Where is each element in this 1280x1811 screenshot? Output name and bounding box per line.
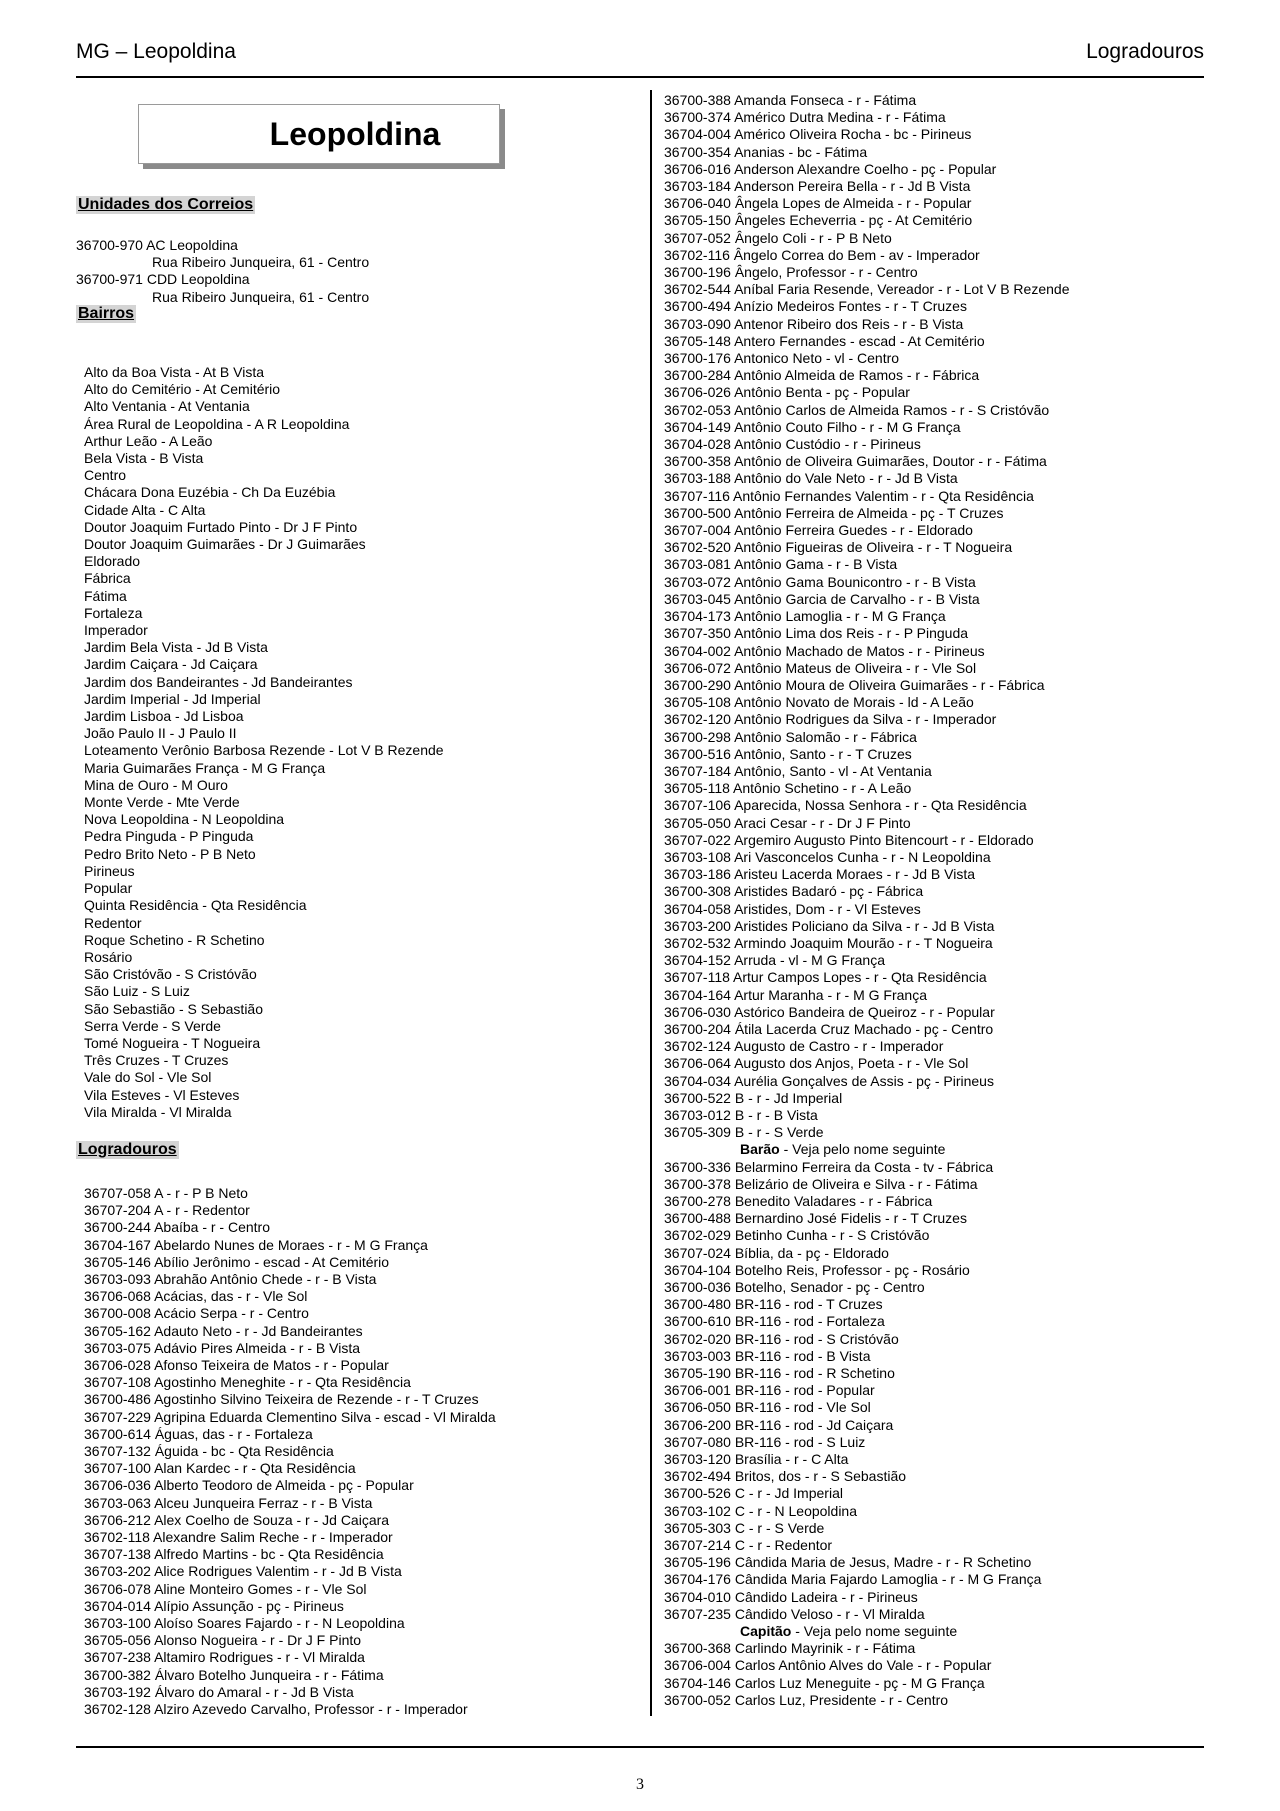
logradouro-item: 36700-388 Amanda Fonseca - r - Fátima <box>664 92 917 108</box>
logradouro-item: 36700-522 B - r - Jd Imperial <box>664 1089 843 1106</box>
logradouro-item: 36706-064 Augusto dos Anjos, Poeta - r - Vle Sol <box>664 1055 969 1072</box>
logradouros-heading: Logradouros <box>78 1141 177 1158</box>
logradouros-right-list-b <box>664 1159 1224 1623</box>
logradouro-item: 36700-494 Anízio Medeiros Fontes - r - T Cruzes <box>664 298 967 315</box>
logradouro-item: 36700-354 Ananias - bc - Fátima <box>664 143 868 160</box>
bairro-item: Fortaleza <box>84 604 143 621</box>
bairro-item: Rosário <box>84 948 133 965</box>
logradouro-item: 36707-052 Ângelo Coli - r - P B Neto <box>664 229 892 246</box>
logradouro-item: 36703-045 Antônio Garcia de Carvalho - r - B Vista <box>664 590 980 607</box>
logradouro-item: 36702-116 Ângelo Correa do Bem - av - Imperador <box>664 246 980 263</box>
bairro-item: Loteamento Verônio Barbosa Rezende - Lot V B Rezende <box>84 742 444 759</box>
logradouro-item: 36700-378 Belizário de Oliveira e Silva - r - Fátima <box>664 1175 978 1192</box>
logradouro-item: 36702-124 Augusto de Castro - r - Imperador <box>664 1038 944 1055</box>
logradouro-item: 36706-072 Antônio Mateus de Oliveira - r - Vle Sol <box>664 659 977 676</box>
bairro-item: Doutor Joaquim Furtado Pinto - Dr J F Pinto <box>84 518 358 535</box>
logradouro-item: 36706-200 BR-116 - rod - Jd Caiçara <box>664 1416 894 1433</box>
note-capitao <box>664 1623 1224 1640</box>
logradouro-item: 36700-526 C - r - Jd Imperial <box>664 1485 843 1502</box>
logradouro-item: 36705-309 B - r - S Verde <box>664 1124 824 1141</box>
bairro-item: Arthur Leão - A Leão <box>84 432 213 449</box>
logradouro-item: 36706-028 Afonso Teixeira de Matos - r - Popular <box>84 1357 389 1374</box>
logradouro-item: 36700-382 Álvaro Botelho Junqueira - r - Fátima <box>84 1666 384 1683</box>
header-left: MG – Leopoldina <box>76 40 236 63</box>
logradouro-item: 36707-022 Argemiro Augusto Pinto Bitencourt - r - Eldorado <box>664 831 1034 848</box>
logradouro-item: 36704-167 Abelardo Nunes de Moraes - r - M G França <box>84 1236 428 1253</box>
logradouro-item: 36702-020 BR-116 - rod - S Cristóvão <box>664 1330 899 1347</box>
logradouro-item: 36703-075 Adávio Pires Almeida - r - B Vista <box>84 1339 361 1356</box>
logradouro-item: 36705-146 Abílio Jerônimo - escad - At Cemitério <box>84 1253 390 1270</box>
logradouro-item: 36700-298 Antônio Salomão - r - Fábrica <box>664 728 917 745</box>
logradouro-item: 36704-004 Américo Oliveira Rocha - bc - Pirineus <box>664 126 972 143</box>
bairro-item: Alto do Cemitério - At Cemitério <box>84 381 281 398</box>
logradouro-item: 36707-214 C - r - Redentor <box>664 1537 833 1554</box>
logradouro-item: 36700-176 Antonico Neto - vl - Centro <box>664 350 900 367</box>
logradouro-item: 36703-202 Alice Rodrigues Valentim - r - Jd B Vista <box>84 1563 402 1580</box>
logradouro-item: 36706-068 Acácias, das - r - Vle Sol <box>84 1288 308 1305</box>
logradouro-item: 36702-118 Alexandre Salim Reche - r - Imperador <box>84 1529 393 1546</box>
correios-unit-address: Rua Ribeiro Junqueira, 61 - Centro <box>152 288 370 305</box>
correios-heading: Unidades dos Correios <box>78 196 254 213</box>
logradouro-item: 36704-149 Antônio Couto Filho - r - M G França <box>664 418 961 435</box>
logradouro-item: 36705-050 Araci Cesar - r - Dr J F Pinto <box>664 814 911 831</box>
logradouro-item: 36704-173 Antônio Lamoglia - r - M G França <box>664 608 946 625</box>
logradouro-item: 36703-012 B - r - B Vista <box>664 1106 818 1123</box>
bairro-item: Vila Esteves - Vl Esteves <box>84 1086 240 1103</box>
logradouro-item: 36703-188 Antônio do Vale Neto - r - Jd B Vista <box>664 470 958 487</box>
logradouro-item: 36700-036 Botelho, Senador - pç - Centro <box>664 1279 925 1296</box>
bairro-item: Popular <box>84 880 133 897</box>
logradouro-item: 36707-138 Alfredo Martins - bc - Qta Residência <box>84 1546 384 1563</box>
bairro-item: Pedro Brito Neto - P B Neto <box>84 845 256 862</box>
bairro-item: São Cristóvão - S Cristóvão <box>84 966 257 983</box>
logradouro-item: 36700-196 Ângelo, Professor - r - Centro <box>664 264 918 281</box>
bairro-item: Cidade Alta - C Alta <box>84 501 206 518</box>
bairro-item: Redentor <box>84 914 142 931</box>
note-barao <box>664 1141 1224 1158</box>
logradouro-item: 36703-063 Alceu Junqueira Ferraz - r - B Vista <box>84 1494 373 1511</box>
bairro-item: Maria Guimarães França - M G França <box>84 759 326 776</box>
note-barao-text: - Veja pelo nome seguinte <box>779 1141 946 1158</box>
logradouro-item: 36700-480 BR-116 - rod - T Cruzes <box>664 1296 883 1313</box>
logradouro-item: 36707-184 Antônio, Santo - vl - At Ventania <box>664 762 932 779</box>
logradouro-item: 36705-148 Antero Fernandes - escad - At Cemitério <box>664 332 985 349</box>
right-column <box>664 92 1224 1709</box>
logradouro-item: 36704-058 Aristides, Dom - r - Vl Esteves <box>664 900 921 917</box>
logradouro-item: 36704-002 Antônio Machado de Matos - r - Pirineus <box>664 642 985 659</box>
logradouro-item: 36703-184 Anderson Pereira Bella - r - Jd B Vista <box>664 178 971 195</box>
bairro-item: Monte Verde - Mte Verde <box>84 794 240 811</box>
logradouro-item: 36703-108 Ari Vasconcelos Cunha - r - N Leopoldina <box>664 848 991 865</box>
logradouro-item: 36703-090 Antenor Ribeiro dos Reis - r - B Vista <box>664 315 964 332</box>
logradouro-item: 36702-494 Britos, dos - r - S Sebastião <box>664 1468 907 1485</box>
logradouro-item: 36707-106 Aparecida, Nossa Senhora - r - Qta Residência <box>664 797 1027 814</box>
logradouro-item: 36707-100 Alan Kardec - r - Qta Residência <box>84 1460 356 1477</box>
logradouro-item: 36706-001 BR-116 - rod - Popular <box>664 1382 875 1399</box>
logradouro-item: 36705-303 C - r - S Verde <box>664 1519 825 1536</box>
logradouros-left-list <box>76 1185 644 1718</box>
logradouro-item: 36705-190 BR-116 - rod - R Schetino <box>664 1365 895 1382</box>
logradouro-item: 36706-212 Alex Coelho de Souza - r - Jd Caiçara <box>84 1511 390 1528</box>
logradouro-item: 36702-520 Antônio Figueiras de Oliveira - r - T Nogueira <box>664 539 1013 556</box>
bairro-item: Serra Verde - S Verde <box>84 1017 221 1034</box>
bairro-item: Imperador <box>84 622 148 639</box>
logradouro-item: 36700-358 Antônio de Oliveira Guimarães, Doutor - r - Fátima <box>664 453 1047 470</box>
bairro-item: Jardim Lisboa - Jd Lisboa <box>84 708 244 725</box>
logradouro-item: 36706-040 Ângela Lopes de Almeida - r - Popular <box>664 195 972 212</box>
logradouro-item: 36702-029 Betinho Cunha - r - S Cristóvão <box>664 1227 930 1244</box>
logradouro-item: 36704-034 Aurélia Gonçalves de Assis - pç - Pirineus <box>664 1072 994 1089</box>
logradouro-item: 36704-176 Cândida Maria Fajardo Lamoglia - r - M G França <box>664 1571 1042 1588</box>
logradouro-item: 36703-093 Abrahão Antônio Chede - r - B Vista <box>84 1271 377 1288</box>
logradouro-item: 36700-610 BR-116 - rod - Fortaleza <box>664 1313 885 1330</box>
logradouro-item: 36707-132 Águida - bc - Qta Residência <box>84 1443 334 1460</box>
bairro-item: Eldorado <box>84 553 141 570</box>
bairro-item: Chácara Dona Euzébia - Ch Da Euzébia <box>84 484 336 501</box>
logradouro-item: 36700-008 Acácio Serpa - r - Centro <box>84 1305 309 1322</box>
logradouro-item: 36704-146 Carlos Luz Meneguite - pç - M G França <box>664 1674 985 1691</box>
logradouro-item: 36707-118 Artur Campos Lopes - r - Qta Residência <box>664 969 987 986</box>
logradouro-item: 36707-058 A - r - P B Neto <box>84 1185 248 1201</box>
logradouro-item: 36700-614 Águas, das - r - Fortaleza <box>84 1425 313 1442</box>
logradouro-item: 36703-100 Aloíso Soares Fajardo - r - N Leopoldina <box>84 1615 405 1632</box>
header-right: Logradouros <box>1086 40 1204 63</box>
logradouro-item: 36704-028 Antônio Custódio - r - Pirineus <box>664 436 921 453</box>
bairro-item: Jardim dos Bandeirantes - Jd Bandeirantes <box>84 673 353 690</box>
note-capitao-bold: Capitão <box>740 1623 792 1640</box>
logradouro-item: 36706-016 Anderson Alexandre Coelho - pç - Popular <box>664 160 997 177</box>
logradouro-item: 36700-278 Benedito Valadares - r - Fábrica <box>664 1193 933 1209</box>
logradouro-item: 36707-004 Antônio Ferreira Guedes - r - Eldorado <box>664 522 973 539</box>
bairro-item: Vale do Sol - Vle Sol <box>84 1069 212 1086</box>
bairros-list <box>76 364 644 1121</box>
logradouro-item: 36700-204 Átila Lacerda Cruz Machado - pç - Centro <box>664 1020 994 1037</box>
logradouro-item: 36703-102 C - r - N Leopoldina <box>664 1502 858 1519</box>
logradouro-item: 36705-162 Adauto Neto - r - Jd Bandeirantes <box>84 1322 363 1339</box>
logradouro-item: 36707-080 BR-116 - rod - S Luiz <box>664 1433 866 1450</box>
bairro-item: Alto da Boa Vista - At B Vista <box>84 364 265 380</box>
bairro-item: Roque Schetino - R Schetino <box>84 931 265 948</box>
logradouro-item: 36705-118 Antônio Schetino - r - A Leão <box>664 780 912 797</box>
bairro-item: Pedra Pinguda - P Pinguda <box>84 828 254 845</box>
logradouro-item: 36704-014 Alípio Assunção - pç - Pirineus <box>84 1597 344 1614</box>
logradouro-item: 36707-116 Antônio Fernandes Valentim - r - Qta Residência <box>664 487 1034 504</box>
bairro-item: Fátima <box>84 587 127 604</box>
bairro-item: São Luiz - S Luiz <box>84 983 190 1000</box>
logradouro-item: 36707-238 Altamiro Rodrigues - r - Vl Miralda <box>84 1649 365 1666</box>
logradouro-item: 36702-532 Armindo Joaquim Mourão - r - T Nogueira <box>664 934 993 951</box>
logradouro-item: 36704-104 Botelho Reis, Professor - pç - Rosário <box>664 1261 970 1278</box>
logradouro-item: 36704-164 Artur Maranha - r - M G França <box>664 986 927 1003</box>
bairro-item: Bela Vista - B Vista <box>84 450 204 467</box>
logradouro-item: 36700-308 Aristides Badaró - pç - Fábrica <box>664 883 924 900</box>
logradouro-item: 36706-030 Astórico Bandeira de Queiroz - r - Popular <box>664 1003 995 1020</box>
logradouro-item: 36702-128 Alziro Azevedo Carvalho, Professor - r - Imperador <box>84 1701 468 1718</box>
note-capitao-text: - Veja pelo nome seguinte <box>791 1623 958 1640</box>
logradouro-item: 36700-368 Carlindo Mayrinik - r - Fátima <box>664 1640 916 1657</box>
bairro-item: Tomé Nogueira - T Nogueira <box>84 1034 261 1051</box>
logradouro-item: 36707-108 Agostinho Meneghite - r - Qta Residência <box>84 1374 411 1391</box>
page-title: Leopoldina <box>269 115 441 152</box>
logradouro-item: 36707-024 Bíblia, da - pç - Eldorado <box>664 1244 889 1261</box>
correios-unit-code: 36700-971 CDD Leopoldina <box>76 271 250 288</box>
footer-rule <box>76 1746 1204 1748</box>
logradouro-item: 36700-488 Bernardino José Fidelis - r - T Cruzes <box>664 1210 967 1227</box>
logradouro-item: 36702-120 Antônio Rodrigues da Silva - r - Imperador <box>664 711 997 728</box>
logradouro-item: 36703-081 Antônio Gama - r - B Vista <box>664 556 898 573</box>
logradouro-item: 36706-036 Alberto Teodoro de Almeida - pç - Popular <box>84 1477 414 1494</box>
bairro-item: Jardim Caiçara - Jd Caiçara <box>84 656 258 673</box>
logradouro-item: 36700-516 Antônio, Santo - r - T Cruzes <box>664 745 912 762</box>
bairro-item: Pirineus <box>84 862 135 879</box>
logradouro-item: 36702-544 Aníbal Faria Resende, Vereador - r - Lot V B Rezende <box>664 281 1070 298</box>
logradouro-item: 36704-010 Cândido Ladeira - r - Pirineus <box>664 1588 918 1605</box>
logradouro-item: 36702-053 Antônio Carlos de Almeida Ramos - r - S Cristóvão <box>664 401 1050 418</box>
logradouro-item: 36706-050 BR-116 - rod - Vle Sol <box>664 1399 871 1416</box>
logradouro-item: 36707-350 Antônio Lima dos Reis - r - P Pinguda <box>664 625 969 642</box>
bairro-item: Jardim Bela Vista - Jd B Vista <box>84 639 268 656</box>
logradouro-item: 36703-200 Aristides Policiano da Silva - r - Jd B Vista <box>664 917 995 934</box>
logradouro-item: 36700-374 Américo Dutra Medina - r - Fátima <box>664 109 946 126</box>
logradouro-item: 36705-108 Antônio Novato de Morais - ld - A Leão <box>664 694 974 711</box>
logradouro-item: 36706-026 Antônio Benta - pç - Popular <box>664 384 910 401</box>
logradouro-item: 36700-500 Antônio Ferreira de Almeida - pç - T Cruzes <box>664 504 1004 521</box>
bairro-item: Jardim Imperial - Jd Imperial <box>84 690 261 707</box>
logradouro-item: 36703-120 Brasília - r - C Alta <box>664 1451 849 1468</box>
logradouro-item: 36703-192 Álvaro do Amaral - r - Jd B Vista <box>84 1683 354 1700</box>
logradouro-item: 36704-152 Arruda - vl - M G França <box>664 952 885 969</box>
bairro-item: João Paulo II - J Paulo II <box>84 725 237 742</box>
logradouros-right-list-a <box>664 92 1224 1141</box>
correios-list <box>76 237 636 306</box>
logradouro-item: 36705-150 Ângeles Echeverria - pç - At Cemitério <box>664 212 973 229</box>
page-header <box>76 28 1204 78</box>
bairro-item: Quinta Residência - Qta Residência <box>84 897 307 914</box>
logradouro-item: 36700-244 Abaíba - r - Centro <box>84 1219 271 1236</box>
page-number: 3 <box>636 1776 644 1793</box>
title-box <box>138 104 500 164</box>
logradouro-item: 36705-196 Cândida Maria de Jesus, Madre - r - R Schetino <box>664 1554 1032 1571</box>
bairro-item: Nova Leopoldina - N Leopoldina <box>84 811 285 828</box>
bairro-item: Área Rural de Leopoldina - A R Leopoldina <box>84 415 350 432</box>
logradouro-item: 36703-072 Antônio Gama Bounicontro - r - B Vista <box>664 573 976 590</box>
bairro-item: Três Cruzes - T Cruzes <box>84 1052 229 1069</box>
bairro-item: Mina de Ouro - M Ouro <box>84 776 228 793</box>
bairro-item: São Sebastião - S Sebastião <box>84 1000 264 1017</box>
logradouro-item: 36700-336 Belarmino Ferreira da Costa - tv - Fábrica <box>664 1158 994 1175</box>
correios-unit-address: Rua Ribeiro Junqueira, 61 - Centro <box>152 254 370 271</box>
logradouro-item: 36707-229 Agripina Eduarda Clementino Silva - escad - Vl Miralda <box>84 1408 496 1425</box>
logradouro-item: 36700-486 Agostinho Silvino Teixeira de Rezende - r - T Cruzes <box>84 1391 479 1408</box>
bairro-item: Alto Ventania - At Ventania <box>84 398 250 415</box>
logradouro-item: 36703-003 BR-116 - rod - B Vista <box>664 1347 871 1364</box>
bairro-item: Doutor Joaquim Guimarães - Dr J Guimarães <box>84 536 366 553</box>
logradouro-item: 36705-056 Alonso Nogueira - r - Dr J F Pinto <box>84 1632 362 1649</box>
logradouro-item: 36706-078 Aline Monteiro Gomes - r - Vle Sol <box>84 1580 367 1597</box>
column-divider <box>650 90 652 1716</box>
logradouro-item: 36703-186 Aristeu Lacerda Moraes - r - Jd B Vista <box>664 866 976 883</box>
bairro-item: Vila Miralda - Vl Miralda <box>84 1103 232 1120</box>
bairros-heading: Bairros <box>78 305 135 322</box>
logradouro-item: 36700-290 Antônio Moura de Oliveira Guimarães - r - Fábrica <box>664 676 1045 693</box>
logradouro-item: 36700-052 Carlos Luz, Presidente - r - Centro <box>664 1691 949 1708</box>
correios-unit-code: 36700-970 AC Leopoldina <box>76 237 238 253</box>
bairro-item: Fábrica <box>84 570 131 587</box>
logradouro-item: 36706-004 Carlos Antônio Alves do Vale - r - Popular <box>664 1657 992 1674</box>
logradouro-item: 36700-284 Antônio Almeida de Ramos - r - Fábrica <box>664 367 980 384</box>
bairro-item: Centro <box>84 467 127 484</box>
logradouro-item: 36707-235 Cândido Veloso - r - Vl Miralda <box>664 1605 925 1622</box>
note-barao-bold: Barão <box>740 1141 780 1158</box>
logradouro-item: 36707-204 A - r - Redentor <box>84 1202 250 1219</box>
logradouros-right-list-c <box>664 1640 1224 1709</box>
